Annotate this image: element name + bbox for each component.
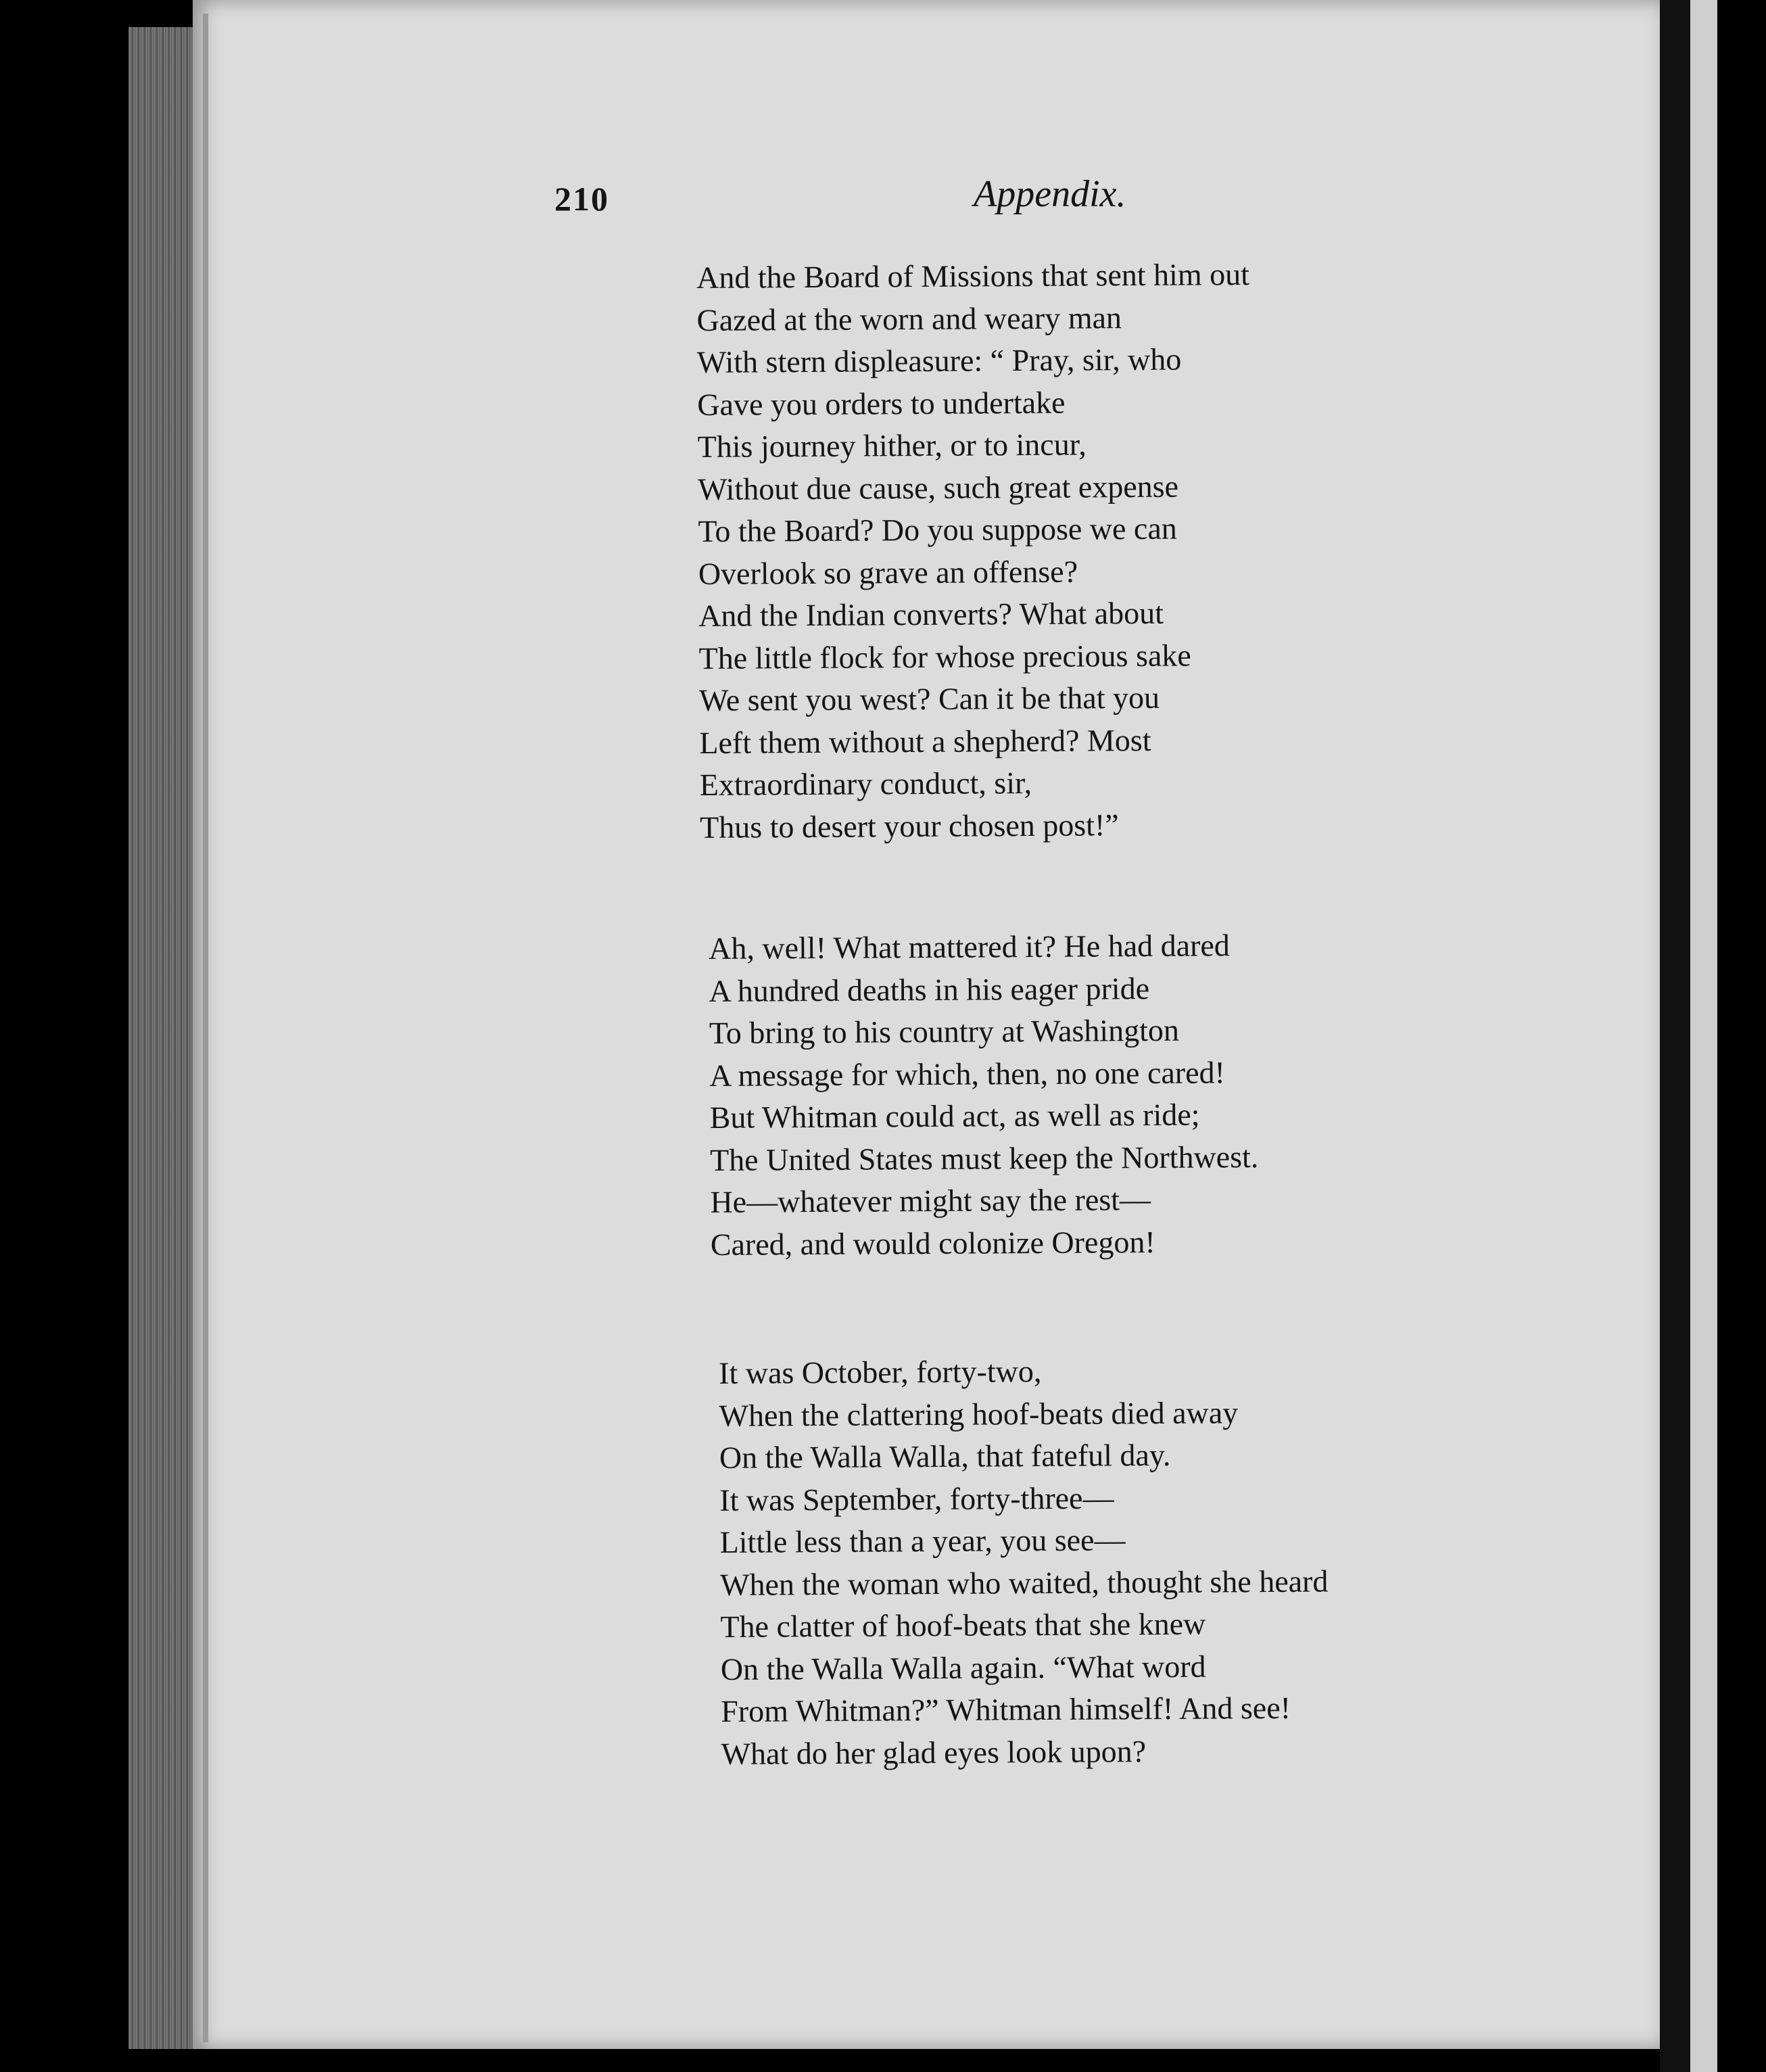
page-number: 210 [554,180,609,218]
poem-line: What do her glad eyes look upon? [721,1733,1147,1771]
poem-line: Gave you orders to undertake [697,385,1066,422]
poem-line: When the clattering hoof-beats died away [719,1394,1239,1433]
poem-line: Without due cause, such great expense [697,469,1179,507]
poem-line: The clatter of hoof-beats that she knew [720,1606,1206,1644]
poem-line: The little flock for whose precious sake [698,638,1191,676]
poem-line: Overlook so grave an offense? [698,554,1078,591]
poem-line: On the Walla Walla, that fateful day. [719,1437,1171,1475]
poem-line: Left them without a shepherd? Most [699,722,1151,760]
stanza-1 [696,254,1253,849]
poem-line: A hundred deaths in his eager pride [709,970,1150,1008]
poem-line: Little less than a year, you see— [719,1522,1126,1559]
poem-line: From Whitman?” Whitman himself! And see! [721,1690,1291,1728]
poem-line: He—whatever might say the rest— [710,1182,1151,1219]
stanza-2 [709,924,1259,1266]
poem-line: Thus to desert your chosen post!” [699,807,1119,845]
poem-line: But Whitman could act, as well as ride; [709,1097,1200,1135]
poem-line: To bring to his country at Washington [709,1012,1180,1050]
poem-line: The United States must keep the Northwest. [709,1139,1259,1177]
scan-edge [1717,0,1766,2072]
poem-line: With stern displeasure: “ Pray, sir, who [696,342,1182,379]
poem-line: Ah, well! What mattered it? He had dared [709,928,1230,966]
poem-line: We sent you west? Can it be that you [698,680,1160,717]
binding-shadow [1660,0,1690,2072]
poem-line: Cared, and would colonize Oregon! [710,1224,1155,1262]
page-inner-border [203,14,208,2042]
poem-line: It was October, forty-two, [719,1354,1042,1390]
poem-line: This journey hither, or to incur, [697,427,1087,464]
poem-line: And the Board of Missions that sent him out [696,257,1250,295]
poem-line: When the woman who waited, thought she heard [719,1563,1329,1602]
poem-line: A message for which, then, no one cared! [709,1054,1226,1093]
poem-line: On the Walla Walla again. “What word [720,1649,1206,1687]
poem-line: It was September, forty-three— [719,1480,1114,1517]
poem-line: Gazed at the worn and weary man [696,300,1122,337]
poem-line: Extraordinary conduct, sir, [699,765,1032,802]
poem-line: To the Board? Do you suppose we can [698,511,1177,548]
poem-line: And the Indian converts? What about [698,595,1164,633]
running-head [554,172,1460,227]
stanza-3 [719,1349,1329,1775]
section-title: Appendix. [974,173,1126,215]
